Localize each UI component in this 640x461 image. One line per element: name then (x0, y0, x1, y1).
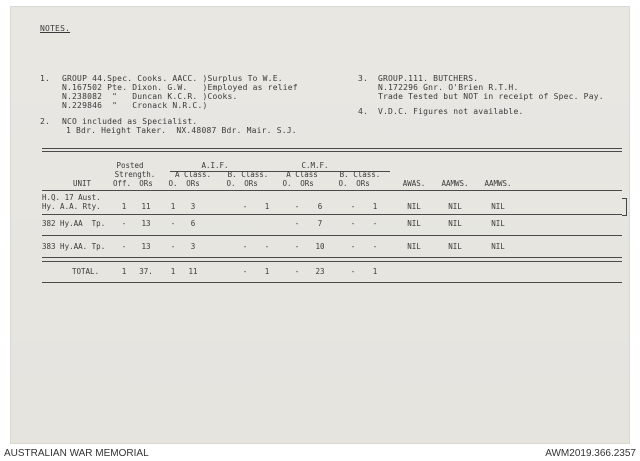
row3-c11: NIL (407, 242, 421, 251)
row3-c6: - (264, 242, 270, 251)
note4-number: 4. (358, 107, 369, 116)
hdr-o3: O. (282, 179, 292, 188)
row1-c7: - (294, 202, 300, 211)
total-c9: - (350, 267, 356, 276)
row1-c10: 1 (372, 202, 378, 211)
total-c7: - (294, 267, 300, 276)
note3-line2: N.172296 Gnr. O'Brien R.T.H. (378, 83, 519, 92)
total-rule (42, 282, 622, 283)
row3-c12: NIL (448, 242, 462, 251)
hdr-awas: AWAS. (402, 179, 426, 188)
row2-unit: 382 Hy.AA Tp. (42, 219, 106, 228)
row1-c9: - (350, 202, 356, 211)
hdr-off: Off. (112, 179, 132, 188)
table-top-rule-2 (42, 151, 622, 152)
footer-institution: AUSTRALIAN WAR MEMORIAL (4, 448, 149, 459)
footer-accession-id: AWM2019.366.2357 (545, 448, 636, 459)
notes-heading: NOTES. (40, 24, 71, 33)
row1-unit-line2: Hy. A.A. Rty. (42, 202, 101, 211)
hdr-o2: O. (226, 179, 236, 188)
row1-c12: NIL (448, 202, 462, 211)
note3-number: 3. (358, 74, 369, 83)
row1-c13: NIL (491, 202, 505, 211)
hdr-o4: O. (338, 179, 348, 188)
row2-c1: - (121, 219, 127, 228)
row3-c8: 10 (315, 242, 325, 251)
row3-c2: 13 (141, 242, 151, 251)
row3-c3: - (170, 242, 176, 251)
note1-line4: N.229846 " Cronack N.R.C.) (62, 101, 208, 110)
header-bottom-rule (42, 190, 622, 191)
row2-c9: - (350, 219, 356, 228)
total-c6: 1 (264, 267, 270, 276)
hdr-bclass2: B. Class. (339, 170, 381, 179)
hdr-ors3: ORs (244, 179, 258, 188)
row2-c13: NIL (491, 219, 505, 228)
row1-c5: - (242, 202, 248, 211)
hdr-aclass1: A Class. (174, 170, 212, 179)
hdr-aamws: AAMWS. (441, 179, 469, 188)
row2-c3: - (170, 219, 176, 228)
note1-line1: GROUP 44.Spec. Cooks. AACC. )Surplus To W.E. (62, 74, 283, 83)
document-page (10, 6, 630, 444)
row2-c11: NIL (407, 219, 421, 228)
note1-line2: N.167502 Pte. Dixon. G.W. )Employed as relief (62, 83, 298, 92)
row1-c6: 1 (264, 202, 270, 211)
note1-number: 1. (40, 74, 51, 83)
hdr-aamws-2: AAMWS. (484, 179, 512, 188)
hdr-bclass1: B. Class. (227, 170, 269, 179)
row3-unit: 383 Hy.AA. Tp. (42, 242, 106, 251)
note2-line2: 1 Bdr. Height Taker. NX.48087 Bdr. Mair. S.J. (66, 126, 297, 135)
hdr-cmf: C.M.F. (301, 161, 329, 170)
row2-c7: - (294, 219, 300, 228)
row1-c11: NIL (407, 202, 421, 211)
row3-c13: NIL (491, 242, 505, 251)
row1-c1: 1 (121, 202, 127, 211)
total-c2: 37. (139, 267, 153, 276)
total-c3: 1 (170, 267, 176, 276)
total-c8: 23 (315, 267, 325, 276)
hdr-ors4: ORs (300, 179, 314, 188)
row3-c1: - (121, 242, 127, 251)
footer-bar (0, 446, 640, 461)
row1-c8: 6 (317, 202, 323, 211)
row2-c2: 13 (141, 219, 151, 228)
row2-c10: - (372, 219, 378, 228)
hdr-unit: UNIT (72, 179, 92, 188)
hdr-ors: ORs (139, 179, 153, 188)
row3-c5: - (242, 242, 248, 251)
hdr-aif: A.I.F. (201, 161, 229, 170)
row3-c9: - (350, 242, 356, 251)
row3-c4: 3 (190, 242, 196, 251)
row3-c10: - (372, 242, 378, 251)
note3-line1: GROUP.111. BUTCHERS. (378, 74, 479, 83)
row1-rule (42, 214, 622, 215)
row3-c7: - (294, 242, 300, 251)
total-label: TOTAL. (72, 267, 100, 276)
row2-c4: 6 (190, 219, 196, 228)
row1-unit-line1: H.Q. 17 Aust. (42, 193, 101, 202)
total-c4: 11 (188, 267, 198, 276)
row3-rule (42, 257, 622, 258)
total-c10: 1 (372, 267, 378, 276)
hdr-posted: Posted (116, 161, 144, 170)
note2-line1: NCO included as Specialist. (62, 117, 198, 126)
note4-line1: V.D.C. Figures not available. (378, 107, 524, 116)
row1-c2: 11 (141, 202, 151, 211)
total-c5: - (242, 267, 248, 276)
total-c1: 1 (121, 267, 127, 276)
hdr-strength: Strength. (114, 170, 156, 179)
hdr-ors2: ORs (186, 179, 200, 188)
note2-number: 2. (40, 117, 51, 126)
hdr-ors5: ORs (356, 179, 370, 188)
row3-rule-2 (42, 261, 622, 262)
hdr-o: O. (168, 179, 178, 188)
row1-c3: 1 (170, 202, 176, 211)
row2-c12: NIL (448, 219, 462, 228)
row2-rule (42, 235, 622, 236)
note3-line3: Trade Tested but NOT in receipt of Spec. Pay. (378, 92, 604, 101)
margin-bracket (622, 198, 627, 216)
table-top-rule (42, 148, 622, 149)
note1-line3: N.238082 " Duncan K.C.R. )Cooks. (62, 92, 238, 101)
row2-c8: 7 (317, 219, 323, 228)
hdr-aclass2: A Class (286, 170, 318, 179)
row1-c4: 3 (190, 202, 196, 211)
